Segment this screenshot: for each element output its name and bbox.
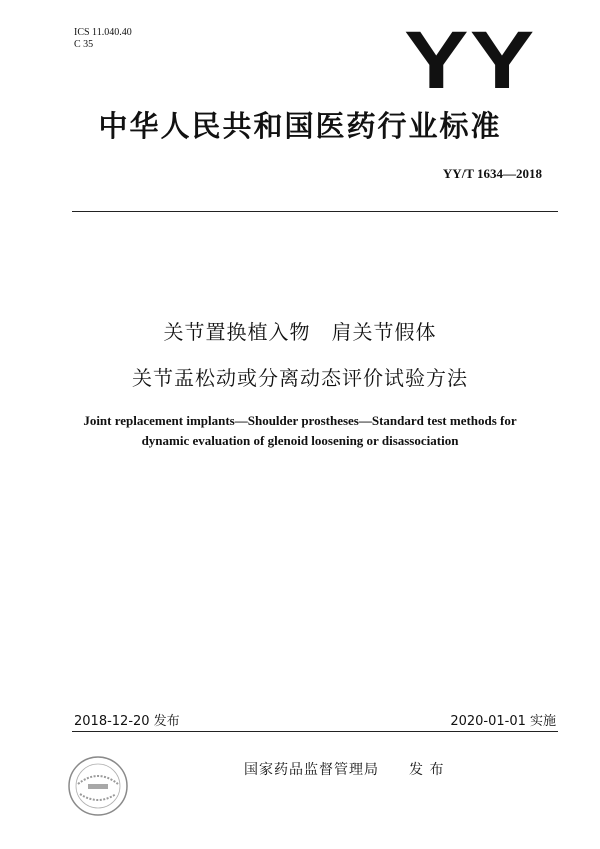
ics-code: ICS 11.040.40 (74, 27, 132, 38)
document-title-cn-line1: 关节置换植入物 肩关节假体 (163, 320, 437, 344)
ccs-code: C 35 (74, 39, 94, 50)
top-divider (72, 211, 558, 212)
document-title-en-line2: dynamic evaluation of glenoid loosening or disassociation (141, 433, 459, 448)
bottom-divider (72, 731, 558, 732)
yy-logo: YY (404, 15, 536, 106)
document-title-en-line1: Joint replacement implants—Shoulder prostheses—Standard test methods for (83, 413, 517, 428)
issue-date: 2018-12-20 发布 (74, 714, 180, 729)
document-title-cn-line2: 关节盂松动或分离动态评价试验方法 (132, 366, 468, 390)
seal-icon (66, 754, 130, 818)
standard-title: 中华人民共和国医药行业标准 (98, 109, 502, 143)
issuing-authority: 国家药品监督管理局 发 布 (244, 762, 445, 778)
implementation-date: 2020-01-01 实施 (450, 714, 556, 729)
standard-number: YY/T 1634—2018 (442, 166, 542, 181)
